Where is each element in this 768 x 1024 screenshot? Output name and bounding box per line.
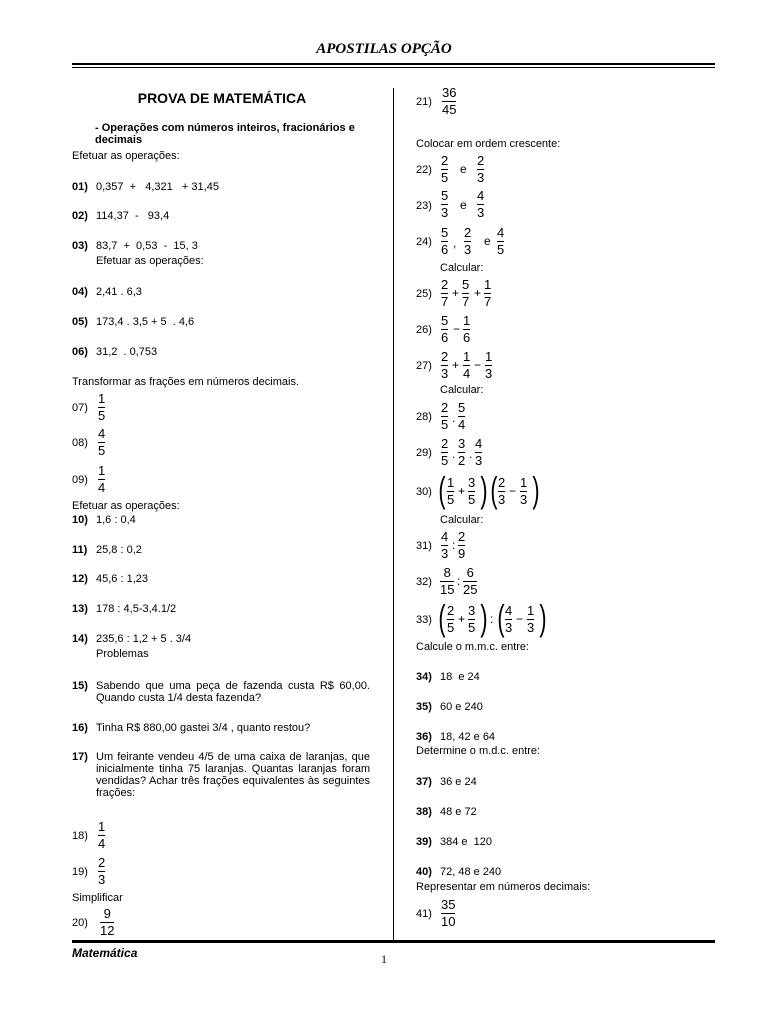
instruction: Calcular: xyxy=(440,514,484,526)
question-05: 05) 173,4 . 3,5 + 5 . 4,6 xyxy=(72,316,195,328)
dot-sign: . xyxy=(452,411,456,425)
question-20-number: 20) xyxy=(72,917,88,929)
left-paren: ( xyxy=(497,597,505,638)
question-07-fraction: 1 5 xyxy=(98,391,106,423)
question-28-number: 28) xyxy=(416,411,432,423)
question-33-fraction-c: 4 3 xyxy=(505,603,513,635)
dot-sign: . xyxy=(469,447,473,461)
question-37: 37) 36 e 24 xyxy=(416,776,477,788)
question-25-fraction-a: 2 7 xyxy=(441,277,449,309)
question-24-fraction-a: 5 6 xyxy=(441,225,449,257)
question-23-fraction-a: 5 3 xyxy=(441,188,449,220)
page-title: PROVA DE MATEMÁTICA xyxy=(137,90,307,106)
instruction: Colocar em ordem crescente: xyxy=(416,138,561,150)
question-34: 34) 18 e 24 xyxy=(416,671,480,683)
question-29-fraction-c: 4 3 xyxy=(475,436,483,468)
question-17-text: Um feirante vendeu 4/5 de uma caixa de laranjas, que inicialmente tinha 75 laranjas. Quantas laranjas foram vendidas? Achar três frações equivalentes às seguintes frações: xyxy=(96,751,370,799)
colon-sign: : xyxy=(490,612,494,626)
question-25-fraction-b: 5 7 xyxy=(462,277,470,309)
separator: e xyxy=(484,234,491,248)
question-26-number: 26) xyxy=(416,324,432,336)
instruction: Transformar as frações em números decimais. xyxy=(72,376,299,388)
question-30-fraction-b: 3 5 xyxy=(468,475,476,507)
instruction: Representar em números decimais: xyxy=(416,881,591,893)
question-28-fraction-a: 2 5 xyxy=(441,400,449,432)
plus-sign: + xyxy=(474,286,482,300)
question-21-number: 21) xyxy=(416,96,432,108)
instruction: Calcular: xyxy=(440,262,484,274)
instruction: Efetuar as operações: xyxy=(72,150,180,162)
header-rule-thin xyxy=(72,67,715,68)
question-21-fraction: 36 45 xyxy=(442,85,457,117)
header-rule xyxy=(72,63,715,65)
left-paren: ( xyxy=(490,469,498,510)
question-03: 03) 83,7 + 0,53 - 15, 3 xyxy=(72,240,198,252)
question-22-number: 22) xyxy=(416,164,432,176)
right-paren: ) xyxy=(480,469,488,510)
question-24-fraction-c: 4 5 xyxy=(497,225,505,257)
question-13: 13) 178 : 4,5-3,4.1/2 xyxy=(72,603,177,615)
question-31-fraction-b: 2 9 xyxy=(458,529,466,561)
question-30-fraction-c: 2 3 xyxy=(498,475,506,507)
question-19-number: 19) xyxy=(72,866,88,878)
question-23-number: 23) xyxy=(416,200,432,212)
question-29-number: 29) xyxy=(416,447,432,459)
question-35: 35) 60 e 240 xyxy=(416,701,483,713)
right-paren: ) xyxy=(539,597,547,638)
question-24-number: 24) xyxy=(416,236,432,248)
question-27-fraction-c: 1 3 xyxy=(485,349,493,381)
question-11: 11) 25,8 : 0,2 xyxy=(72,544,142,556)
footer-rule xyxy=(72,940,715,943)
instruction: Simplificar xyxy=(72,892,123,904)
question-31-fraction-a: 4 3 xyxy=(441,529,449,561)
minus-sign: − xyxy=(453,322,461,336)
instruction: Calcule o m.m.c. entre: xyxy=(416,641,530,653)
question-33-number: 33) xyxy=(416,614,432,626)
footer-subject: Matemática xyxy=(72,946,138,960)
question-30-number: 30) xyxy=(416,486,432,498)
separator: e xyxy=(460,162,467,176)
question-29-fraction-b: 3 2 xyxy=(458,436,466,468)
section-subtitle: - Operações com números inteiros, fracionários e decimais xyxy=(95,122,355,146)
question-09-fraction: 1 4 xyxy=(98,463,106,495)
question-32-fraction-b: 6 25 xyxy=(463,565,478,597)
question-18-number: 18) xyxy=(72,830,88,842)
question-33-fraction-a: 2 5 xyxy=(447,603,455,635)
question-10: 10) 1,6 : 0,4 xyxy=(72,514,136,526)
question-22-fraction-b: 2 3 xyxy=(477,153,485,185)
question-02: 02) 114,37 - 93,4 xyxy=(72,210,170,222)
question-32-number: 32) xyxy=(416,576,432,588)
separator: e xyxy=(460,198,467,212)
left-paren: ( xyxy=(438,597,446,638)
plus-sign: + xyxy=(458,612,466,626)
plus-sign: + xyxy=(452,286,460,300)
question-26-fraction-b: 1 6 xyxy=(463,313,471,345)
question-15-number: 15) xyxy=(72,680,88,692)
question-08-number: 08) xyxy=(72,437,88,449)
plus-sign: + xyxy=(458,484,466,498)
colon-sign: : xyxy=(452,538,456,552)
instruction: Calcular: xyxy=(440,384,484,396)
question-27-fraction-a: 2 3 xyxy=(441,349,449,381)
question-32-fraction-a: 8 15 xyxy=(440,565,455,597)
question-04: 04) 2,41 . 6,3 xyxy=(72,286,142,298)
minus-sign: − xyxy=(474,358,482,372)
question-23-fraction-b: 4 3 xyxy=(477,188,485,220)
question-41-fraction: 35 10 xyxy=(441,897,456,929)
instruction: Efetuar as operações: xyxy=(72,500,180,512)
question-20-fraction: 9 12 xyxy=(100,906,115,938)
page-number: 1 xyxy=(381,952,387,966)
plus-sign: + xyxy=(452,358,460,372)
question-36: 36) 18, 42 e 64 xyxy=(416,731,496,743)
question-39: 39) 384 e 120 xyxy=(416,836,492,848)
question-19-fraction: 2 3 xyxy=(98,855,106,887)
question-14: 14) 235,6 : 1,2 + 5 . 3/4 xyxy=(72,633,192,645)
question-40: 40) 72, 48 e 240 xyxy=(416,866,502,878)
question-28-fraction-b: 5 4 xyxy=(458,400,466,432)
question-29-fraction-a: 2 5 xyxy=(441,436,449,468)
question-30-fraction-d: 1 3 xyxy=(520,475,528,507)
header-title: APOSTILAS OPÇÃO xyxy=(316,41,452,57)
question-16-number: 16) xyxy=(72,722,88,734)
question-33-fraction-b: 3 5 xyxy=(468,603,476,635)
question-27-fraction-b: 1 4 xyxy=(463,349,471,381)
section-label: Problemas xyxy=(96,648,149,660)
right-paren: ) xyxy=(480,597,488,638)
question-22-fraction-a: 2 5 xyxy=(441,153,449,185)
question-26-fraction-a: 5 6 xyxy=(441,313,449,345)
question-25-fraction-c: 1 7 xyxy=(484,277,492,309)
question-33-fraction-d: 1 3 xyxy=(527,603,535,635)
right-paren: ) xyxy=(532,469,540,510)
question-17-number: 17) xyxy=(72,751,88,763)
question-01: 01) 0,357 + 4,321 + 31,45 xyxy=(72,181,219,193)
question-07-number: 07) xyxy=(72,402,88,414)
colon-sign: : xyxy=(457,574,461,588)
instruction: Efetuar as operações: xyxy=(96,255,204,267)
minus-sign: − xyxy=(516,612,524,626)
question-30-fraction-a: 1 5 xyxy=(447,475,455,507)
question-09-number: 09) xyxy=(72,474,88,486)
question-27-number: 27) xyxy=(416,360,432,372)
instruction: Determine o m.d.c. entre: xyxy=(416,745,541,757)
column-divider xyxy=(393,88,394,940)
question-24-fraction-b: 2 3 xyxy=(464,225,472,257)
question-18-fraction: 1 4 xyxy=(98,819,106,851)
question-06: 06) 31,2 . 0,753 xyxy=(72,346,158,358)
question-08-fraction: 4 5 xyxy=(98,426,106,458)
question-15-text: Sabendo que uma peça de fazenda custa R$ 60,00. Quando custa 1/4 desta fazenda? xyxy=(96,680,370,704)
minus-sign: − xyxy=(509,484,517,498)
question-25-number: 25) xyxy=(416,288,432,300)
question-12: 12) 45,6 : 1,23 xyxy=(72,573,148,585)
question-16-text: Tinha R$ 880,00 gastei 3/4 , quanto restou? xyxy=(96,722,311,734)
question-41-number: 41) xyxy=(416,908,432,920)
dot-sign: . xyxy=(452,447,456,461)
separator: , xyxy=(453,236,457,250)
question-38: 38) 48 e 72 xyxy=(416,806,477,818)
question-31-number: 31) xyxy=(416,540,432,552)
left-paren: ( xyxy=(438,469,446,510)
